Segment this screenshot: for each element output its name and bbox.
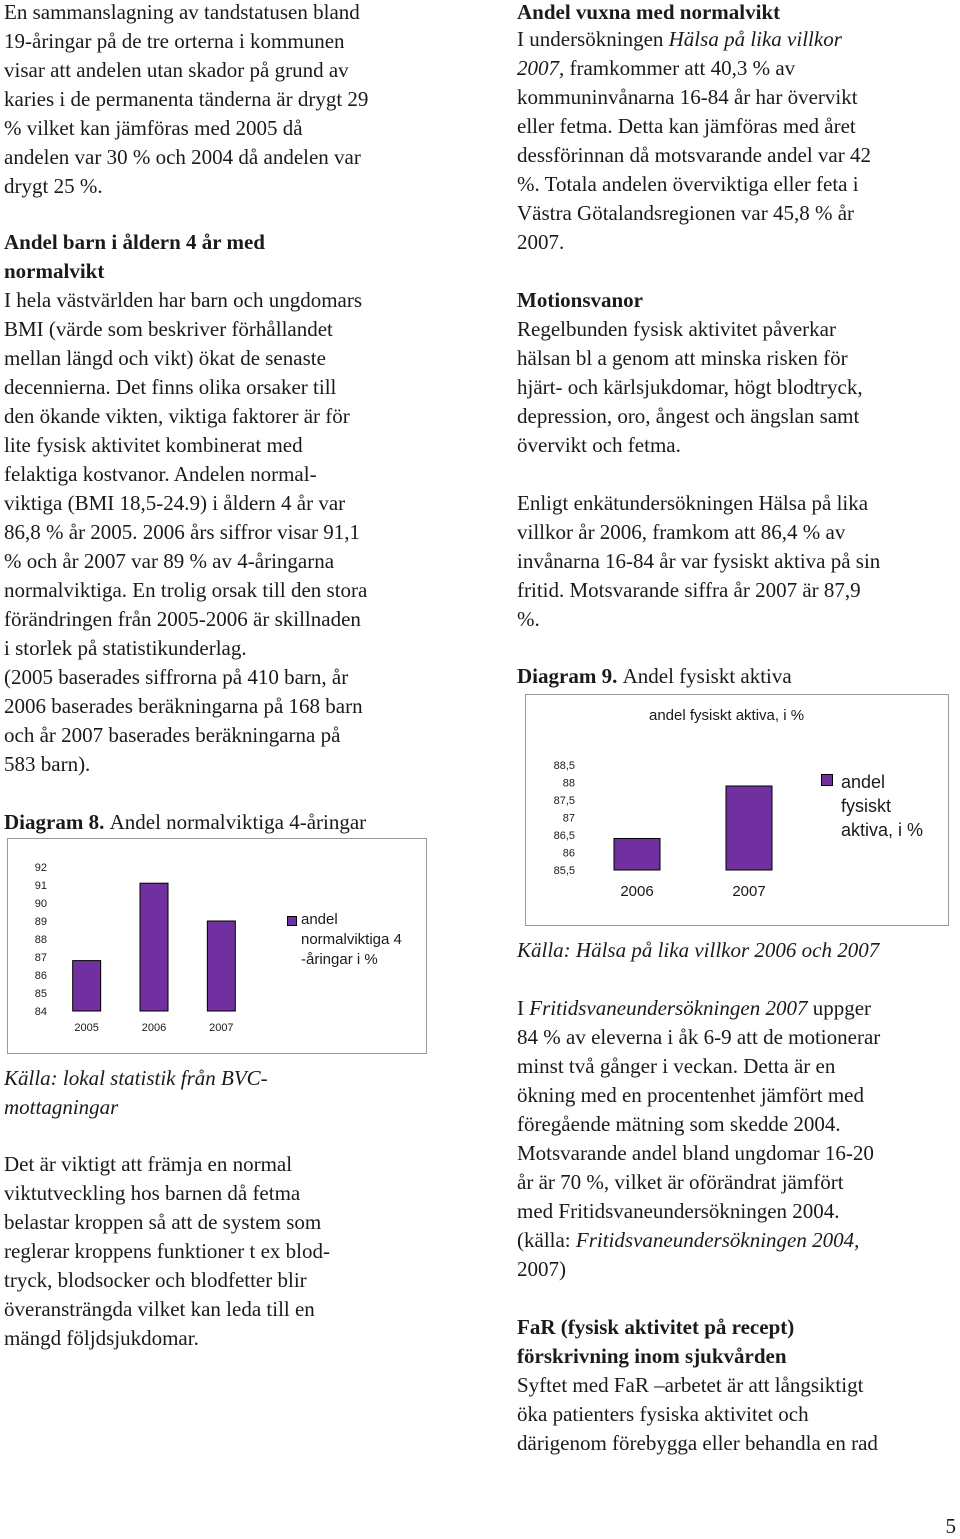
bmi-line-14: (2005 baserades siffrorna på 410 barn, år xyxy=(4,665,349,689)
diagram9-label: Diagram 9. xyxy=(517,664,618,688)
diagram9-legend-swatch xyxy=(821,774,833,786)
text-segment: framkommer att 40,3 % av xyxy=(564,56,796,80)
y-tick-label: 88,5 xyxy=(553,760,575,772)
fritid-line-2 xyxy=(517,1023,880,1052)
text-segment: Motsvarande andel bland ungdomar 16-20 xyxy=(517,1141,874,1165)
y-tick-label: 92 xyxy=(34,862,47,874)
adult-line-4 xyxy=(517,112,856,141)
text-segment: Hälsa på lika villkor xyxy=(668,27,842,51)
diagram9-title-text: andel fysiskt aktiva, i % xyxy=(649,707,805,724)
adult-line-6 xyxy=(517,170,859,199)
diagram8-legend xyxy=(279,904,427,1012)
text-segment: Fritidsvaneundersökningen 2004, xyxy=(575,1228,860,1252)
bar-2006 xyxy=(140,883,168,1011)
far-heading-line-2: förskrivning inom sjukvården xyxy=(517,1344,787,1368)
text-segment: 2007) xyxy=(517,1257,566,1281)
intro-line-6: andelen var 30 % och 2004 då andelen var xyxy=(4,145,361,169)
y-tick-label: 86 xyxy=(34,970,47,982)
bar-2007 xyxy=(207,921,235,1011)
far-line-3: därigenom förebygga eller behandla en rad xyxy=(517,1431,878,1455)
text-segment: kommuninvånarna 16-84 år har övervikt xyxy=(517,85,858,109)
bmi-line-16: och år 2007 baserades beräkningarna på xyxy=(4,723,341,747)
text-segment: eller fetma. Detta kan jämföras med året xyxy=(517,114,856,138)
diagram8-caption xyxy=(4,808,366,837)
adult-line-7 xyxy=(517,199,854,228)
text-segment: med Fritidsvaneundersökningen 2004. xyxy=(517,1199,840,1223)
adult-line-3 xyxy=(517,83,858,112)
diagram8-legend-line-1: andel xyxy=(301,911,338,928)
closing-line-6: överansträngda vilket kan leda till en xyxy=(4,1297,315,1321)
y-tick-label: 85 xyxy=(34,988,47,1000)
y-tick-label: 85,5 xyxy=(553,865,575,877)
bmi-line-3: mellan längd och vikt) ökat de senaste xyxy=(4,346,326,370)
bmi-line-10: % och år 2007 var 89 % av 4-åringarna xyxy=(4,549,335,573)
bmi-line-4: decennierna. Det finns olika orsaker till xyxy=(4,375,337,399)
bmi-line-8: viktiga (BMI 18,5-24.9) i åldern 4 år var xyxy=(4,491,346,515)
y-tick-label: 87,5 xyxy=(553,795,575,807)
bmi-heading-line-1: Andel barn i åldern 4 år med xyxy=(4,230,265,254)
bar-2005 xyxy=(73,961,101,1011)
heading-exercise-habits: Motionsvanor xyxy=(517,288,643,312)
closing-line-2: viktutveckling hos barnen då fetma xyxy=(4,1181,301,1205)
y-tick-label: 84 xyxy=(34,1006,47,1018)
x-tick-label-2007: 2007 xyxy=(209,1022,234,1034)
fritid-line-9 xyxy=(517,1226,859,1255)
adult-line-2 xyxy=(517,54,795,83)
closing-line-7: mängd följdsjukdomar. xyxy=(4,1326,199,1350)
x-tick-label-2006: 2006 xyxy=(141,1022,167,1034)
diagram8-label: Diagram 8. xyxy=(4,810,105,834)
y-tick-label: 91 xyxy=(34,880,47,892)
diagram9-legend-line-3: aktiva, i % xyxy=(841,820,924,840)
diagram9-title: Andel fysiskt aktiva xyxy=(622,664,792,688)
source8-line-1: Källa: lokal statistik från BVC- xyxy=(4,1066,268,1090)
fritid-line-4 xyxy=(517,1081,864,1110)
diagram9-caption xyxy=(517,662,792,691)
survey-line-4: fritid. Motsvarande siffra år 2007 är 87,9 xyxy=(517,578,861,602)
y-tick-label: 86 xyxy=(562,847,575,860)
bmi-line-12: förändringen från 2005-2006 är skillnaden xyxy=(4,607,361,631)
bmi-line-11: normalviktiga. En trolig orsak till den stora xyxy=(4,578,368,602)
bar-2007 xyxy=(726,786,772,870)
far-line-1: Syftet med FaR –arbetet är att långsiktigt xyxy=(517,1373,864,1397)
diagram9-legend-line-2: fysiskt xyxy=(841,796,892,816)
intro-line-3: visar att andelen utan skador på grund av xyxy=(4,58,349,82)
bmi-line-9: 86,8 % år 2005. 2006 års siffror visar 91,1 xyxy=(4,520,360,544)
survey-line-2: villkor år 2006, framkom att 86,4 % av xyxy=(517,520,846,544)
diagram9-chart xyxy=(525,694,949,926)
diagram9-source: Källa: Hälsa på lika villkor 2006 och 2007 xyxy=(517,938,880,962)
bmi-line-5: den ökande vikten, viktiga faktorer är för xyxy=(4,404,350,428)
fritid-line-6 xyxy=(517,1139,874,1168)
fritid-line-5 xyxy=(517,1110,841,1139)
diagram8-legend-line-2: normalviktiga 4 xyxy=(301,931,402,948)
text-segment: (källa: xyxy=(517,1228,576,1252)
bmi-line-2: BMI (värde som beskriver förhållandet xyxy=(4,317,333,341)
fritid-line-3 xyxy=(517,1052,835,1081)
text-segment: ökning med en procentenhet jämfört med xyxy=(517,1083,864,1107)
bmi-line-7: felaktiga kostvanor. Andelen normal- xyxy=(4,462,317,486)
text-segment: 84 % av eleverna i åk 6-9 att de motionerar xyxy=(517,1025,881,1049)
text-segment: dessförinnan då motsvarande andel var 42 xyxy=(517,143,871,167)
far-heading-line-1: FaR (fysisk aktivitet på recept) xyxy=(517,1315,795,1339)
x-tick-label-2005: 2005 xyxy=(74,1022,99,1034)
exercise-line-4: depression, oro, ångest och ängslan samt xyxy=(517,404,860,428)
y-tick-label: 89 xyxy=(34,916,47,928)
adult-line-5 xyxy=(517,141,871,170)
survey-line-5: %. xyxy=(517,607,540,631)
text-segment: Fritidsvaneundersökningen 2007 xyxy=(529,996,808,1020)
bmi-line-13: i storlek på statistikunderlag. xyxy=(4,636,247,660)
diagram9-legend-line-1: andel xyxy=(841,772,886,792)
closing-line-5: tryck, blodsocker och blodfetter blir xyxy=(4,1268,307,1292)
exercise-line-2: hälsan bl a genom att minska risken för xyxy=(517,346,848,370)
y-tick-label: 87 xyxy=(562,812,575,825)
intro-line-1: En sammanslagning av tandstatusen bland xyxy=(4,0,360,24)
text-segment: föregående mätning som skedde 2004. xyxy=(517,1112,841,1136)
text-segment: 2007, xyxy=(517,56,565,80)
fritid-line-7 xyxy=(517,1168,844,1197)
intro-line-7: drygt 25 %. xyxy=(4,174,103,198)
exercise-line-5: övervikt och fetma. xyxy=(517,433,681,457)
diagram8-legend-line-3: -åringar i % xyxy=(301,951,378,968)
intro-line-4: karies i de permanenta tänderna är drygt 29 xyxy=(4,87,369,111)
diagram8-title: Andel normalviktiga 4-åringar xyxy=(109,810,367,834)
text-segment: 2007. xyxy=(517,230,565,254)
bmi-line-17: 583 barn). xyxy=(4,752,91,776)
x-tick-label-2007: 2007 xyxy=(732,883,766,900)
y-tick-label: 88 xyxy=(562,777,575,790)
bmi-line-6: lite fysisk aktivitet kombinerat med xyxy=(4,433,303,457)
text-segment: %. Totala andelen överviktiga eller feta i xyxy=(517,172,859,196)
fritid-line-8 xyxy=(517,1197,840,1226)
y-tick-label: 88 xyxy=(34,934,47,946)
y-tick-label: 86,5 xyxy=(553,830,575,842)
exercise-line-1: Regelbunden fysisk aktivitet påverkar xyxy=(517,317,836,341)
survey-line-1: Enligt enkätundersökningen Hälsa på lika xyxy=(517,491,869,515)
text-segment: uppger xyxy=(807,996,872,1020)
exercise-line-3: hjärt- och kärlsjukdomar, högt blodtryck, xyxy=(517,375,863,399)
closing-line-4: reglerar kroppens funktioner t ex blod- xyxy=(4,1239,330,1263)
diagram8-legend-swatch xyxy=(287,916,297,926)
closing-line-1: Det är viktigt att främja en normal xyxy=(4,1152,293,1176)
text-segment: I xyxy=(517,996,530,1020)
adult-line-1 xyxy=(517,25,842,54)
survey-line-3: invånarna 16-84 år var fysiskt aktiva på sin xyxy=(517,549,881,573)
source8-line-2: mottagningar xyxy=(4,1095,119,1119)
y-tick-label: 87 xyxy=(34,952,47,964)
heading-adult-normal-weight: Andel vuxna med normalvikt xyxy=(517,0,781,24)
bmi-heading-line-2: normalvikt xyxy=(4,259,105,283)
diagram8-chart xyxy=(7,838,427,1054)
closing-line-3: belastar kroppen så att de system som xyxy=(4,1210,322,1234)
far-line-2: öka patienters fysiska aktivitet och xyxy=(517,1402,809,1426)
y-tick-label: 90 xyxy=(34,898,47,910)
text-segment: år är 70 %, vilket är oförändrat jämfört xyxy=(517,1170,844,1194)
x-tick-label-2006: 2006 xyxy=(620,883,654,900)
bar-2006 xyxy=(614,839,660,871)
intro-line-2: 19-åringar på de tre orterna i kommunen xyxy=(4,29,345,53)
fritid-line-10 xyxy=(517,1255,566,1284)
bmi-line-1: I hela västvärlden har barn och ungdomars xyxy=(4,288,363,312)
text-segment: Västra Götalandsregionen var 45,8 % år xyxy=(517,201,855,225)
text-segment: I undersökningen xyxy=(517,27,669,51)
intro-line-5: % vilket kan jämföras med 2005 då xyxy=(4,116,303,140)
bmi-line-15: 2006 baserades beräkningarna på 168 barn xyxy=(4,694,363,718)
page-number: 5 xyxy=(945,1514,956,1538)
fritid-line-1 xyxy=(517,994,871,1023)
adult-line-8 xyxy=(517,228,564,257)
text-segment: minst två gånger i veckan. Detta är en xyxy=(517,1054,836,1078)
diagram9-legend xyxy=(815,768,949,848)
